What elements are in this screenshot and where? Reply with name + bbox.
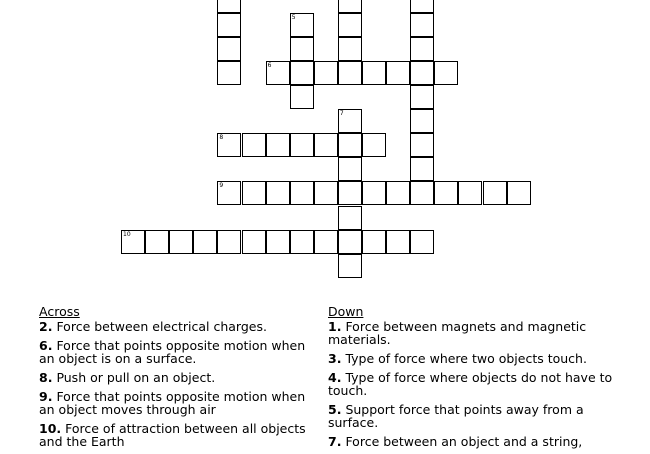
clue-text: Force of attraction between all objects and the Earth xyxy=(39,421,306,449)
crossword-cell[interactable] xyxy=(338,13,362,37)
clue-number: 2. xyxy=(39,319,53,334)
cell-number: 6 xyxy=(267,61,272,69)
down-clue xyxy=(328,435,613,448)
crossword-cell[interactable] xyxy=(217,13,241,37)
crossword-cell[interactable] xyxy=(266,181,290,205)
clue-text: Force between magnets and magnetic materials. xyxy=(328,319,587,347)
crossword-cell[interactable] xyxy=(338,0,362,13)
crossword-cell[interactable] xyxy=(338,37,362,61)
crossword-cell[interactable] xyxy=(217,37,241,61)
clue-text: Type of force where two objects touch. xyxy=(345,351,587,366)
down-heading: Down xyxy=(328,304,364,319)
crossword-cell[interactable] xyxy=(410,61,434,85)
crossword-cell[interactable] xyxy=(266,61,290,85)
crossword-cell[interactable] xyxy=(314,181,338,205)
crossword-cell[interactable] xyxy=(338,109,362,133)
crossword-cell[interactable] xyxy=(362,230,386,254)
across-clue xyxy=(39,320,319,333)
crossword-cell[interactable] xyxy=(362,61,386,85)
crossword-cell[interactable] xyxy=(242,133,266,157)
down-clues xyxy=(328,305,613,454)
clue-text: Force between an object and a string, xyxy=(345,434,583,449)
clue-text: Type of force where objects do not have to touch. xyxy=(328,370,613,398)
crossword-cell[interactable] xyxy=(410,230,434,254)
crossword-cell[interactable] xyxy=(410,181,434,205)
crossword-cell[interactable] xyxy=(483,181,507,205)
crossword-cell[interactable] xyxy=(266,133,290,157)
crossword-cell[interactable] xyxy=(217,61,241,85)
across-clues xyxy=(39,305,319,454)
crossword-cell[interactable] xyxy=(386,230,410,254)
crossword-cell[interactable] xyxy=(338,181,362,205)
crossword-cell[interactable] xyxy=(290,133,314,157)
crossword-cell[interactable] xyxy=(290,61,314,85)
crossword-cell[interactable] xyxy=(386,181,410,205)
crossword-cell[interactable] xyxy=(217,230,241,254)
crossword-cell[interactable] xyxy=(290,230,314,254)
crossword-cell[interactable] xyxy=(410,85,434,109)
crossword-cell[interactable] xyxy=(362,133,386,157)
clue-number: 8. xyxy=(39,370,53,385)
across-clue xyxy=(39,371,319,384)
down-clue xyxy=(328,371,613,397)
crossword-cell[interactable] xyxy=(266,230,290,254)
crossword-cell[interactable] xyxy=(314,61,338,85)
crossword-cell[interactable] xyxy=(314,230,338,254)
crossword-cell[interactable] xyxy=(338,133,362,157)
crossword-cell[interactable] xyxy=(338,254,362,278)
crossword-cell[interactable] xyxy=(290,13,314,37)
crossword-cell[interactable] xyxy=(338,61,362,85)
crossword-cell[interactable] xyxy=(410,157,434,181)
crossword-cell[interactable] xyxy=(290,181,314,205)
down-clue xyxy=(328,352,613,365)
clue-text: Force that points opposite motion when an object moves through air xyxy=(39,389,306,417)
across-clue xyxy=(39,390,319,416)
cell-number: 8 xyxy=(219,134,224,142)
crossword-cell[interactable] xyxy=(338,230,362,254)
crossword-cell[interactable] xyxy=(217,133,241,157)
cell-number: 5 xyxy=(291,13,296,21)
clue-text: Force between electrical charges. xyxy=(56,319,267,334)
crossword-cell[interactable] xyxy=(410,37,434,61)
clue-number: 5. xyxy=(328,402,342,417)
cell-number: 9 xyxy=(219,182,224,190)
clue-text: Push or pull on an object. xyxy=(56,370,216,385)
crossword-cell[interactable] xyxy=(386,61,410,85)
clue-number: 10. xyxy=(39,421,62,436)
crossword-cell[interactable] xyxy=(410,13,434,37)
clue-number: 4. xyxy=(328,370,342,385)
clue-number: 6. xyxy=(39,338,53,353)
clue-number: 3. xyxy=(328,351,342,366)
down-clue xyxy=(328,403,613,429)
clue-number: 1. xyxy=(328,319,342,334)
crossword-cell[interactable] xyxy=(242,181,266,205)
down-clue xyxy=(328,320,613,346)
crossword-cell[interactable] xyxy=(145,230,169,254)
cell-number: 7 xyxy=(339,110,344,118)
crossword-cell[interactable] xyxy=(338,206,362,230)
crossword-cell[interactable] xyxy=(410,0,434,13)
crossword-cell[interactable] xyxy=(410,109,434,133)
clue-text: Force that points opposite motion when an object is on a surface. xyxy=(39,338,306,366)
across-heading: Across xyxy=(39,304,80,319)
crossword-cell[interactable] xyxy=(217,181,241,205)
crossword-cell[interactable] xyxy=(434,61,458,85)
crossword-cell[interactable] xyxy=(290,85,314,109)
crossword-cell[interactable] xyxy=(290,37,314,61)
crossword-cell[interactable] xyxy=(362,181,386,205)
clue-number: 9. xyxy=(39,389,53,404)
crossword-cell[interactable] xyxy=(169,230,193,254)
across-clue xyxy=(39,339,319,365)
crossword-cell[interactable] xyxy=(193,230,217,254)
crossword-cell[interactable] xyxy=(507,181,531,205)
crossword-cell[interactable] xyxy=(121,230,145,254)
crossword-cell[interactable] xyxy=(242,230,266,254)
clue-number: 7. xyxy=(328,434,342,449)
crossword-cell[interactable] xyxy=(458,181,482,205)
crossword-cell[interactable] xyxy=(314,133,338,157)
crossword-cell[interactable] xyxy=(217,0,241,13)
crossword-cell[interactable] xyxy=(410,133,434,157)
across-clue xyxy=(39,422,319,448)
crossword-cell[interactable] xyxy=(434,181,458,205)
clue-text: Support force that points away from a surface. xyxy=(328,402,584,430)
crossword-cell[interactable] xyxy=(338,157,362,181)
cell-number: 10 xyxy=(123,230,131,238)
